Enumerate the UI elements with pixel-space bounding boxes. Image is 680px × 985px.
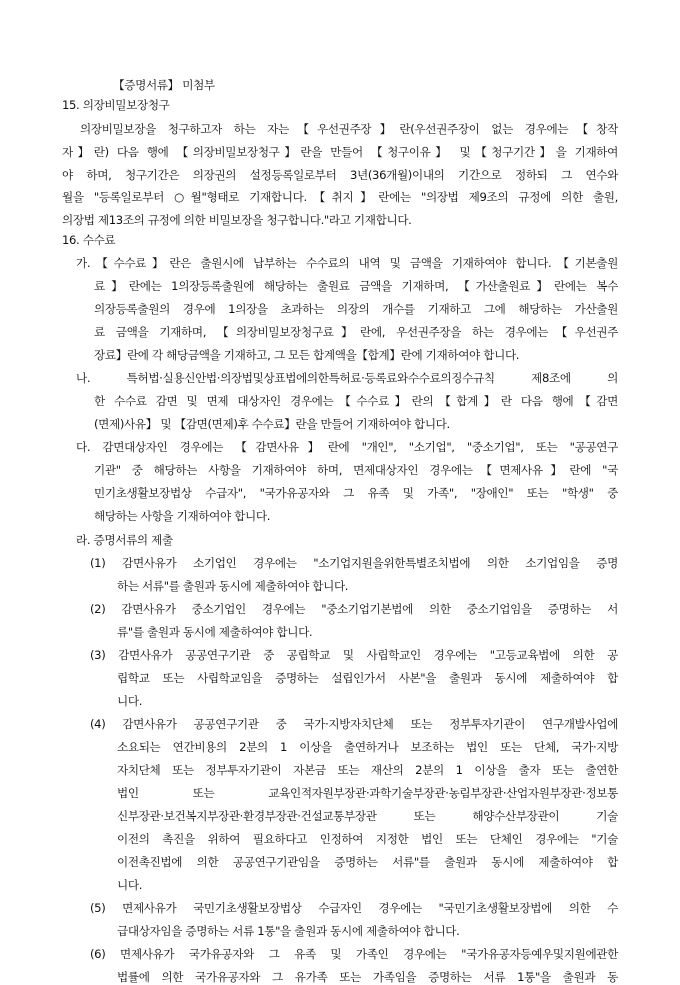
text-line: 나. 특허법·실용신안법·의장법및상표법에의한특허료·등록료와수수료의징수규칙 제8조에 의 bbox=[76, 371, 618, 385]
text-line: 이전촉진법에 의한 공공연구기관임을 증명하는 서류"를 출원과 동시에 제출하여야 합 bbox=[117, 855, 618, 869]
text-line: 기관" 중 해당하는 사항을 기재하여야 하며, 면제대상자인 경우에는【면제사유】란에 "국 bbox=[94, 463, 618, 477]
text-line: 급대상자임을 증명하는 서류 1통"을 출원과 동시에 제출하여야 합니다. bbox=[117, 924, 460, 938]
text-line: 법인 또는 교육인적자원부장관·과학기술부장관·농림부장관·산업자원부장관·정보통 bbox=[117, 786, 618, 800]
text-line: 법률에 의한 국가유공자와 그 유가족 또는 가족임을 증명하는 서류 1통"을 출원과 동 bbox=[117, 970, 618, 984]
text-line: 장료】란에 각 해당금액을 기재하고, 그 모든 합계액을【합계】란에 기재하여야 합니다. bbox=[94, 348, 520, 362]
text-line: 의장비밀보장을 청구하고자 하는 자는【우선권주장】란(우선권주장이 없는 경우에는【창작 bbox=[80, 122, 618, 136]
text-line: (3) 감면사유가 공공연구기관 중 공립학교 및 사립학교인 경우에는 "고등교육법에 의한 공 bbox=[90, 648, 618, 662]
text-line: 15. 의장비밀보장청구 bbox=[62, 98, 170, 112]
text-line: 야 하며, 청구기간은 의장권의 설정등록일로부터 3년(36개월)이내의 기간으로 정하되 그 연수와 bbox=[62, 168, 618, 182]
text-line: 【증명서류】 미첨부 bbox=[113, 78, 215, 92]
text-line: 신부장관·보건복지부장관·환경부장관·건설교통부장관 또는 해양수산부장관이 기술 bbox=[117, 809, 618, 823]
text-line: 해당하는 사항을 기재하여야 합니다. bbox=[94, 509, 271, 523]
text-line: 의장법 제13조의 규정에 의한 비밀보장을 청구합니다."라고 기재합니다. bbox=[62, 213, 412, 227]
text-line: 가.【수수료】란은 출원시에 납부하는 수수료의 내역 및 금액을 기재하여야 합니다.【기본출원 bbox=[76, 256, 618, 270]
text-line: 이전의 촉진을 위하여 필요하다고 인정하여 지정한 법인 또는 단체인 경우에는 "기술 bbox=[117, 832, 618, 846]
text-line: 하는 서류"를 출원과 동시에 제출하여야 합니다. bbox=[117, 579, 349, 593]
text-line: (2) 감면사유가 중소기업인 경우에는 "중소기업기본법에 의한 중소기업임을 증명하는 서 bbox=[90, 602, 618, 616]
text-line: (1) 감면사유가 소기업인 경우에는 "소기업지원을위한특별조치법에 의한 소기업임을 증명 bbox=[90, 556, 618, 570]
text-line: 16. 수수료 bbox=[62, 233, 116, 247]
text-line: 료】란에는 1의장등록출원에 해당하는 출원료 금액을 기재하며, 【가산출원료】란에는 복수 bbox=[94, 279, 618, 293]
text-line: 다. 감면대상자인 경우에는 【감면사유】란에 "개인", "소기업", "중소기업", 또는 "공공연구 bbox=[76, 440, 618, 454]
text-line: 니다. bbox=[117, 878, 143, 892]
text-line: 립학교 또는 사립학교임을 증명하는 설립인가서 사본"을 출원과 동시에 제출하여야 합 bbox=[117, 671, 618, 685]
text-line: 라. 증명서류의 제출 bbox=[76, 533, 173, 547]
text-line: (5) 면제사유가 국민기초생활보장법상 수급자인 경우에는 "국민기초생활보장법에 의한 수 bbox=[90, 901, 618, 915]
text-line: 소요되는 연간비용의 2분의 1 이상을 출연하거나 보조하는 법인 또는 단체, 국가·지방 bbox=[117, 740, 618, 754]
text-line: 자】란) 다음 행에 【의장비밀보장청구】란을 만들어 【청구이유】 및【청구기간】을 기재하여 bbox=[62, 145, 618, 159]
text-line: 류"를 출원과 동시에 제출하여야 합니다. bbox=[117, 625, 313, 639]
text-line: 니다. bbox=[117, 694, 143, 708]
text-line: 민기초생활보장법상 수급자", "국가유공자와 그 유족 및 가족", "장애인" 또는 "학생" 중 bbox=[94, 486, 618, 500]
text-line: (6) 면제사유가 국가유공자와 그 유족 및 가족인 경우에는 "국가유공자등예우및지원에관한 bbox=[90, 947, 618, 961]
text-line: 한 수수료 감면 및 면제 대상자인 경우에는【수수료】란의【합계】란 다음 행에【감면 bbox=[94, 394, 618, 408]
text-line: (면제)사유】 및 【감면(면제)후 수수료】란을 만들어 기재하여야 합니다. bbox=[94, 417, 450, 431]
text-line: 월을 "등록일로부터 ○월"형태로 기재합니다.【취지】란에는 "의장법 제9조의 규정에 의한 출원, bbox=[62, 190, 618, 204]
text-line: 자치단체 또는 정부투자기관이 자본금 또는 재산의 2분의 1 이상을 출자 또는 출연한 bbox=[117, 763, 618, 777]
text-line: 료 금액을 기재하며, 【의장비밀보장청구료】란에, 우선권주장을 하는 경우에는【우선권주 bbox=[94, 325, 618, 339]
text-line: 의장등록출원의 경우에 1의장을 초과하는 의장의 개수를 기재하고 그에 해당하는 가산출원 bbox=[94, 302, 618, 316]
text-line: (4) 감면사유가 공공연구기관 중 국가·지방자치단체 또는 정부투자기관이 연구개발사업에 bbox=[90, 717, 618, 731]
